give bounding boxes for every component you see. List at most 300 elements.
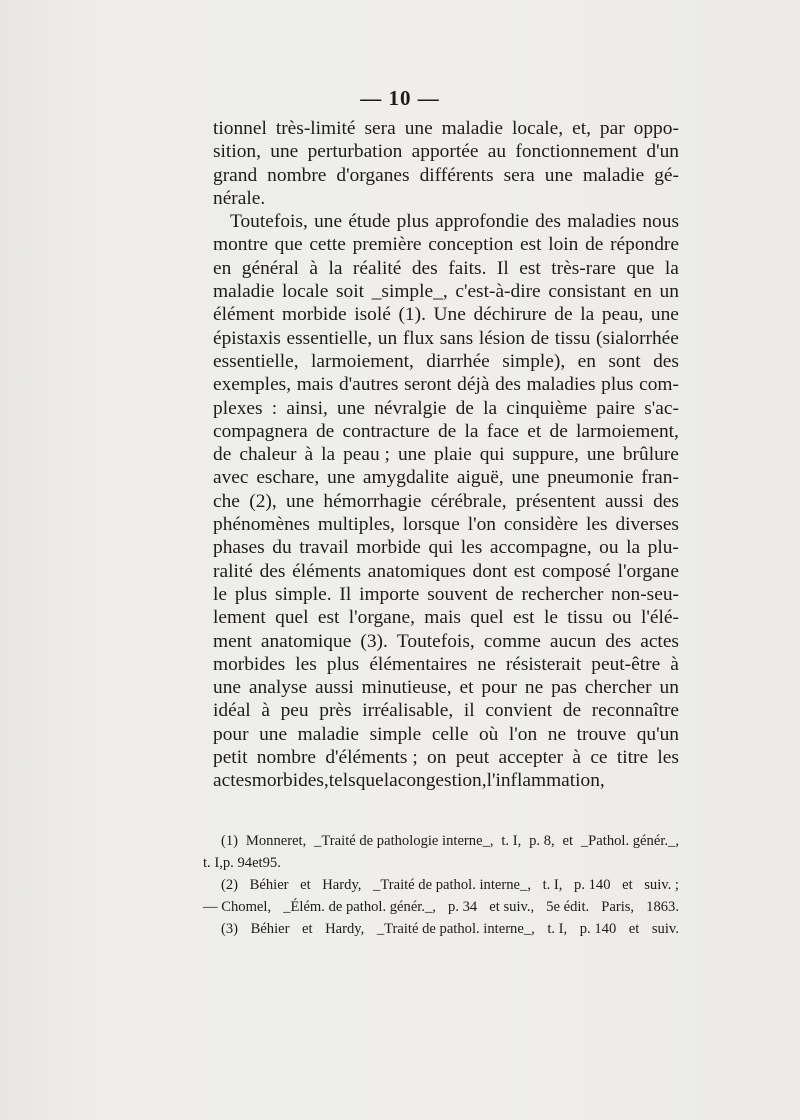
word: une — [544, 164, 573, 186]
word: la — [321, 444, 336, 466]
word: les — [657, 747, 679, 769]
text-line — [213, 350, 679, 373]
word: c'est-à-dire — [455, 281, 541, 303]
word: celle — [431, 723, 469, 745]
word: peut-être — [591, 653, 661, 675]
word: cérébrale, — [430, 490, 507, 512]
footnote-line — [203, 830, 679, 852]
text-line — [213, 583, 679, 606]
word: une — [337, 397, 366, 419]
word: la — [464, 420, 479, 442]
footnote-text: suiv. ; — [644, 877, 679, 893]
word: composé — [541, 560, 611, 582]
word: compagnera — [213, 420, 308, 442]
word: les — [460, 537, 483, 559]
footnote-text: Paris, — [601, 899, 635, 915]
word: une — [213, 677, 241, 699]
word: ou — [599, 537, 619, 559]
footnote-text: p. 94 — [222, 855, 253, 871]
word: et — [527, 420, 542, 442]
word: reconnaître — [591, 700, 679, 722]
word: convient — [485, 700, 553, 722]
word: morbides, — [251, 770, 329, 792]
word: par — [599, 118, 625, 139]
word: de — [562, 700, 582, 722]
text-line — [213, 420, 679, 443]
word: lorsque — [402, 514, 460, 536]
footnote-text: et suiv., — [489, 899, 535, 915]
word: contracture — [342, 420, 430, 442]
word: à — [304, 444, 314, 466]
word: maladies — [567, 211, 637, 233]
word: des — [495, 374, 521, 396]
word: l'élé- — [640, 607, 679, 629]
word: approfondie — [435, 211, 529, 233]
word: congestion, — [397, 770, 487, 792]
word: simple — [369, 723, 422, 745]
word: du — [272, 537, 292, 559]
word: ou — [612, 607, 632, 629]
word: réalité — [352, 257, 402, 279]
word: répondre — [610, 234, 679, 256]
word: des — [411, 257, 438, 279]
footnote-line — [203, 874, 679, 896]
word: de — [585, 234, 604, 256]
word: un — [659, 677, 679, 699]
word: suppure, — [512, 444, 579, 466]
word: de — [530, 327, 550, 349]
footnotes — [203, 830, 679, 940]
word: brûlure — [622, 444, 679, 466]
word: très-limité — [275, 118, 356, 139]
word: essentielle, — [286, 327, 373, 349]
footnote-text: _Traité de pathol. interne_, — [376, 921, 535, 937]
word: à — [309, 257, 318, 279]
word: consistant — [548, 281, 626, 303]
word: la — [328, 257, 343, 279]
footnote-line — [203, 918, 679, 940]
word: plus — [396, 211, 429, 233]
word: déjà — [457, 374, 490, 396]
word: Toutefois, — [230, 211, 308, 233]
word: flux — [402, 327, 435, 349]
word: travail — [299, 537, 349, 559]
word: la — [664, 257, 679, 279]
word: qui — [428, 537, 454, 559]
body-text — [213, 117, 679, 793]
word: plaie — [434, 444, 472, 466]
word: une — [314, 211, 343, 233]
text-line — [213, 560, 679, 583]
word: d'un — [646, 141, 679, 163]
word: est — [519, 257, 541, 279]
footnote-text: Béhier — [249, 877, 289, 893]
text-line — [213, 327, 679, 350]
word: actes — [640, 630, 679, 652]
word: une — [650, 304, 679, 326]
word: est — [317, 607, 340, 629]
word: sera — [503, 164, 535, 186]
word: aucun — [549, 630, 597, 652]
word: la — [483, 397, 498, 419]
word: conception — [428, 234, 514, 256]
word: en — [633, 281, 652, 303]
footnote-text: et — [562, 833, 574, 849]
word: général — [241, 257, 299, 279]
word: : — [271, 397, 278, 419]
word: des — [653, 490, 679, 512]
text-line — [213, 210, 679, 233]
text-line — [213, 140, 679, 163]
word: ce — [590, 747, 608, 769]
word: peu — [280, 700, 309, 722]
word: morbides — [213, 653, 286, 675]
word: une — [586, 444, 615, 466]
word: est — [519, 234, 542, 256]
word: ralité — [213, 560, 253, 582]
word: plu- — [647, 537, 679, 559]
word: minutieuse, — [361, 677, 452, 699]
word: rechercher — [521, 583, 604, 605]
word: présentent — [515, 490, 596, 512]
word: de — [495, 583, 514, 605]
word: ne — [524, 677, 544, 699]
word: sera — [364, 118, 396, 139]
word: est — [513, 560, 536, 582]
word: accepter — [498, 747, 564, 769]
word: anatomiques — [367, 560, 466, 582]
word: importe — [359, 583, 420, 605]
word: et — [459, 677, 474, 699]
word: plexes — [213, 397, 263, 419]
word: la — [580, 304, 595, 326]
word: la — [626, 537, 641, 559]
word: que — [274, 234, 303, 256]
footnote-text: _Traité de pathol. interne_, — [373, 877, 531, 893]
word: morbide — [356, 537, 421, 559]
word: le — [543, 607, 558, 629]
word: d'éléments ; — [325, 747, 418, 769]
word: aiguë, — [456, 467, 504, 489]
text-line — [213, 699, 679, 722]
word: maladie — [297, 723, 360, 745]
word: larmoiement, — [311, 350, 414, 372]
word: ainsi, — [286, 397, 328, 419]
word: différents — [419, 164, 494, 186]
text-line — [213, 653, 679, 676]
word: près — [319, 700, 352, 722]
word: quel — [470, 607, 504, 629]
word: fran- — [641, 467, 679, 489]
footnote-text: — Chomel, — [203, 899, 272, 915]
text-line — [213, 303, 679, 326]
word: accompagne, — [489, 537, 592, 559]
word: nous — [642, 211, 679, 233]
word: chercher — [584, 677, 652, 699]
word: multiples, — [317, 514, 395, 536]
word: seront — [404, 374, 452, 396]
word: s'ac- — [644, 397, 679, 419]
word: de — [315, 420, 335, 442]
word: montre — [213, 234, 268, 256]
text-line — [213, 769, 679, 792]
word: la — [383, 770, 398, 792]
text-line — [213, 443, 679, 466]
word: pour — [213, 723, 249, 745]
footnote-text: p. 8, — [529, 833, 555, 849]
word: face — [486, 420, 520, 442]
word: sition, — [213, 141, 261, 163]
text-line — [213, 373, 679, 396]
word: l'on — [508, 723, 538, 745]
word: (sialorrhée — [595, 327, 679, 349]
word: plus — [234, 583, 268, 605]
word: exemples, — [213, 374, 292, 396]
word: tissu — [567, 607, 603, 629]
footnote-text: 5e édit. — [546, 899, 590, 915]
word: gé- — [654, 164, 679, 186]
word: un — [377, 327, 398, 349]
word: maladie — [441, 118, 504, 139]
text-line — [213, 676, 679, 699]
footnote-text: t. I, — [547, 921, 568, 937]
text-line — [213, 397, 679, 420]
word: peau ; — [343, 444, 390, 466]
word: maladie — [582, 164, 645, 186]
page-number: — 10 — — [360, 86, 440, 110]
word: diverses — [615, 514, 679, 536]
word: ment — [213, 630, 252, 652]
word: une — [259, 723, 288, 745]
word: aussi — [604, 490, 644, 512]
footnote-text: p. 34 — [448, 899, 478, 915]
word: simple. — [274, 583, 332, 605]
footnote-text: t. I, — [203, 855, 223, 871]
word: peau, — [601, 304, 644, 326]
word: déchirure — [473, 304, 547, 326]
footnote-text: t. I, — [542, 877, 563, 893]
word: souvent — [427, 583, 488, 605]
text-line — [213, 117, 679, 140]
footnote-text: _Élém. de pathol. génér._, — [283, 899, 436, 915]
word: première — [352, 234, 422, 256]
word: amygdalite — [362, 467, 450, 489]
word: (2), — [249, 490, 277, 512]
word: diarrhée — [426, 350, 490, 372]
paragraph — [213, 117, 679, 210]
word: simple), — [502, 350, 566, 372]
footnote-text: (2) — [221, 877, 239, 893]
word: de — [549, 420, 568, 442]
word: les — [295, 653, 317, 675]
word: idéal — [213, 700, 251, 722]
word: nérale. — [213, 187, 266, 209]
word: Il — [496, 257, 509, 279]
word: à — [572, 747, 581, 769]
word: une — [404, 118, 433, 139]
word: lement — [213, 607, 266, 629]
word: résisterait — [505, 653, 582, 675]
footnote — [203, 918, 679, 940]
word: locale, — [512, 118, 564, 139]
word: isolé — [354, 304, 391, 326]
footnote-text: p. 140 — [579, 921, 617, 937]
word: les — [586, 514, 608, 536]
word: _simple_, — [371, 281, 448, 303]
word: petit — [213, 747, 248, 769]
word: à — [261, 700, 270, 722]
word: une — [286, 490, 315, 512]
word: Toutefois, — [396, 630, 475, 652]
word: des — [653, 350, 679, 372]
text-line — [213, 513, 679, 536]
word: tels — [328, 770, 356, 792]
word: maladies — [526, 374, 596, 396]
word: peut — [455, 747, 490, 769]
footnote — [203, 874, 679, 918]
footnote-text: Hardy, — [322, 877, 362, 893]
text-line — [213, 280, 679, 303]
word: mais — [424, 607, 461, 629]
word: phases — [213, 537, 265, 559]
word: lésion — [478, 327, 526, 349]
word: de — [213, 444, 232, 466]
word: l'on — [467, 514, 496, 536]
word: très-rare — [551, 257, 616, 279]
text-line — [213, 723, 679, 746]
text-line — [213, 606, 679, 629]
text-line — [213, 187, 679, 210]
word: (1). — [398, 304, 426, 326]
footnote — [203, 830, 679, 874]
footnote-text: (1) — [221, 833, 239, 849]
footnote-text: _Traité de pathologie interne_, — [314, 833, 494, 849]
word: pour — [481, 677, 517, 699]
footnote-line — [203, 852, 679, 874]
word: aussi — [314, 677, 354, 699]
footnote-text: et — [628, 921, 640, 937]
word: loin — [548, 234, 579, 256]
word: que — [355, 770, 384, 792]
word: qui — [479, 444, 505, 466]
footnote-text: et — [622, 877, 633, 893]
word: étude — [348, 211, 391, 233]
word: cinquième — [506, 397, 588, 419]
word: morbide — [281, 304, 347, 326]
word: avec — [213, 467, 249, 489]
word: ne — [477, 653, 496, 675]
word: hémorrhagie — [323, 490, 422, 512]
word: l'organe, — [348, 607, 415, 629]
word: une — [327, 467, 356, 489]
word: locale — [282, 281, 329, 303]
word: à — [670, 653, 679, 675]
footnote-text: t. I, — [501, 833, 522, 849]
footnote-text: 95. — [262, 855, 281, 871]
word: tissu — [554, 327, 591, 349]
word: perturbation — [307, 141, 403, 163]
word: sont — [608, 350, 641, 372]
text-line — [213, 746, 679, 769]
word: de — [455, 397, 474, 419]
word: irréalisable, — [362, 700, 454, 722]
text-line — [213, 257, 679, 280]
word: de — [554, 304, 573, 326]
word: élémentaires — [369, 653, 468, 675]
word: d'autres — [338, 374, 399, 396]
footnote-text: Béhier — [250, 921, 290, 937]
word: en — [213, 257, 232, 279]
word: et, — [572, 118, 591, 139]
word: grand — [213, 164, 258, 186]
word: pneumonie — [547, 467, 634, 489]
word: oppo- — [633, 118, 679, 139]
word: on — [427, 747, 447, 769]
word: en — [577, 350, 596, 372]
word: tionnel — [213, 118, 267, 139]
word: un — [659, 281, 679, 303]
footnote-text: et — [300, 877, 311, 893]
word: phénomènes — [213, 514, 310, 536]
word: l'organe — [617, 560, 679, 582]
text-line — [213, 466, 679, 489]
footnote-text: et — [252, 855, 263, 871]
word: anatomique — [260, 630, 352, 652]
word: une — [270, 141, 299, 163]
word: considère — [503, 514, 579, 536]
word: plus — [601, 374, 634, 396]
word: quel — [275, 607, 309, 629]
word: d'organes — [336, 164, 410, 186]
word: où — [478, 723, 499, 745]
text-line — [213, 490, 679, 513]
text-line — [213, 536, 679, 559]
text-line — [213, 630, 679, 653]
word: éléments — [292, 560, 362, 582]
word: sans — [439, 327, 474, 349]
paragraph — [213, 210, 679, 792]
word: Une — [433, 304, 466, 326]
word: au — [487, 141, 507, 163]
footnote-text: _Pathol. génér._, — [580, 833, 679, 849]
word: une — [397, 444, 426, 466]
word: des — [259, 560, 286, 582]
word: pas — [551, 677, 577, 699]
word: com- — [639, 374, 679, 396]
word: névralgie — [374, 397, 447, 419]
word: maladie — [213, 281, 275, 303]
word: larmoiement, — [576, 420, 679, 442]
word: essentielle, — [213, 350, 299, 372]
text-line — [213, 164, 679, 187]
word: ne — [547, 723, 567, 745]
footnote-text: suiv. — [651, 921, 679, 937]
word: mais — [296, 374, 334, 396]
word: nombre — [256, 747, 317, 769]
word: soit — [336, 281, 365, 303]
footnote-text: p. 140 — [574, 877, 611, 893]
word: fonctionnement — [515, 141, 638, 163]
word: analyse — [248, 677, 308, 699]
word: qu'un — [636, 723, 679, 745]
text-line — [213, 233, 679, 256]
footnote-text: Monneret, — [245, 833, 307, 849]
word: Il — [339, 583, 352, 605]
word: de — [437, 420, 457, 442]
word: paire — [596, 397, 636, 419]
footnote-line — [203, 896, 679, 918]
word: comme — [483, 630, 541, 652]
